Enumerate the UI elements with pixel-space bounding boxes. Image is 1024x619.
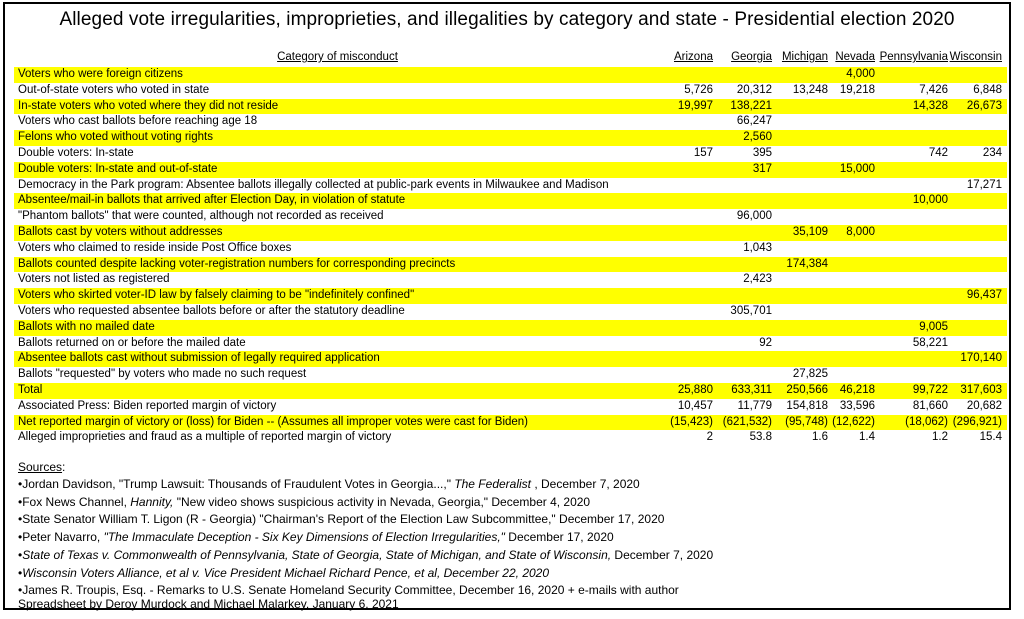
value-cell [948,241,1002,257]
table-row [14,336,1007,352]
value-cell [772,241,828,257]
value-cell: 35,109 [792,225,828,238]
value-cell [661,130,713,146]
table-row [14,351,1007,367]
value-cell [828,320,875,336]
source-item [18,494,713,512]
value-cell: 234 [982,146,1002,159]
value-cell [713,193,772,209]
value-cell [661,351,713,367]
source-text: State of Texas v. Commonwealth of Pennsylvania, State of Georgia, State of Michigan, and State of Wisconsin, [22,547,612,562]
value-cell: 2 [706,431,713,444]
value-cell [948,67,1002,83]
row-label: Voters who claimed to reside inside Post Office boxes [18,241,292,254]
value-cell: 174,384 [786,257,828,270]
table-row [14,225,1007,241]
bullet-icon: • [18,547,23,562]
value-cell: 58,221 [912,336,948,349]
value-cell [661,225,713,241]
value-cell: 66,247 [736,115,772,128]
value-cell: 9,005 [919,320,948,333]
row-label: Net reported margin of victory or (loss) for Biden -- (Assumes all improper votes were cast for Biden) [18,415,529,428]
table-row [14,272,1007,288]
value-cell [875,304,948,320]
value-cell: 19,997 [677,99,713,112]
credit-line: Spreadsheet by Deroy Murdock and Michael Malarkey, January 6, 2021 [18,597,399,611]
value-cell: 99,722 [912,383,948,396]
value-cell [828,130,875,146]
table-row [14,320,1007,336]
value-cell [875,130,948,146]
value-cell: 10,000 [912,194,948,207]
value-cell [772,67,828,83]
value-cell [828,304,875,320]
value-cell [661,209,713,225]
value-cell [661,320,713,336]
table-row [14,415,1007,431]
source-item [18,476,713,494]
source-item [18,529,713,547]
value-cell: (12,622) [832,415,875,428]
value-cell [948,114,1002,130]
value-cell: 53.8 [749,431,772,444]
bullet-icon: • [18,530,23,545]
table-row [14,209,1007,225]
column-header-nevada: Nevada [835,51,875,63]
row-label: Democracy in the Park program: Absentee ballots illegally collected at public-park events in Milwaukee and Madison [18,178,609,191]
row-label: Ballots "requested" by voters who made no such request [18,368,307,381]
value-cell: 96,000 [736,210,772,223]
row-label: Voters who were foreign citizens [18,68,183,80]
value-cell [661,288,713,304]
table-row [14,399,1007,415]
value-cell [828,99,875,115]
value-cell [772,99,828,115]
value-cell [828,257,875,273]
value-cell: 81,660 [912,399,948,412]
source-text: State Senator William T. Ligon (R - Georgia) "Chairman's Report of the Election Law Subcommittee," December 17, 2020 [22,512,665,527]
value-cell: 317 [752,162,772,175]
value-cell [948,320,1002,336]
value-cell: 25,880 [677,383,713,396]
value-cell: 305,701 [730,304,772,317]
value-cell [875,351,948,367]
value-cell [828,241,875,257]
value-cell [875,162,948,178]
value-cell [875,257,948,273]
row-label: Voters not listed as registered [18,273,170,286]
value-cell: 13,248 [792,83,828,96]
value-cell [772,320,828,336]
bullet-icon: • [18,477,23,491]
value-cell [713,351,772,367]
value-cell: 317,603 [960,383,1002,396]
row-label: Ballots with no mailed date [18,320,155,333]
bullet-icon: • [18,494,23,509]
value-cell: 11,779 [737,399,772,412]
value-cell [948,225,1002,241]
column-header-georgia: Georgia [731,51,772,63]
value-cell [875,114,948,130]
source-text: Wisconsin Voters Alliance, et al v. Vice President Michael Richard Pence, et al, December 22, 2020 [22,565,550,580]
source-item [18,565,713,583]
value-cell: 15,000 [839,162,875,175]
row-label: Felons who voted without voting rights [18,131,213,144]
value-cell: 4,000 [846,68,875,80]
value-cell [661,241,713,257]
row-label: Out-of-state voters who voted in state [18,83,210,96]
value-cell [713,320,772,336]
table-row [14,257,1007,273]
value-cell [713,67,772,83]
spreadsheet-frame [3,2,1011,610]
value-cell: 7,426 [919,83,948,96]
value-cell [828,146,875,162]
value-cell: 5,726 [684,83,713,96]
value-cell: 14,328 [912,99,948,112]
page-title: Alleged vote irregularities, improprieties, and illegalities by category and state - Presidential election 2020 [59,9,955,30]
column-header-category: Category of misconduct [277,51,398,63]
value-cell [772,288,828,304]
table-row [14,383,1007,399]
value-cell [661,272,713,288]
row-label: Ballots returned on or before the mailed date [18,336,246,349]
value-cell: 1.6 [812,431,828,444]
value-cell [772,193,828,209]
row-label: Voters who cast ballots before reaching age 18 [18,115,258,128]
source-text: Peter Navarro, [22,530,104,545]
value-cell [828,209,875,225]
value-cell [772,178,828,194]
value-cell [875,288,948,304]
value-cell [772,130,828,146]
value-cell [713,288,772,304]
table-row [14,130,1007,146]
value-cell: (15,423) [670,415,713,428]
value-cell [828,288,875,304]
value-cell [772,351,828,367]
source-text: James R. Troupis, Esq. - Remarks to U.S. Senate Homeland Security Committee, December 16, 2020 + e-mails with author [22,583,679,598]
row-label: Double voters: In-state and out-of-state [18,162,218,175]
row-label: Alleged improprieties and fraud as a multiple of reported margin of victory [18,431,392,444]
value-cell [875,367,948,383]
row-label: Associated Press: Biden reported margin of victory [18,399,277,412]
value-cell [713,367,772,383]
value-cell: 2,560 [743,131,772,144]
value-cell: 250,566 [786,383,828,396]
source-text: December 7, 2020 [611,547,714,562]
row-label: Total [18,383,43,396]
bullet-icon: • [18,583,23,598]
value-cell: (18,062) [905,415,948,428]
value-cell [828,178,875,194]
value-cell: 1.4 [859,431,875,444]
value-cell [828,272,875,288]
value-cell: 20,312 [736,83,772,96]
value-cell [948,272,1002,288]
table-row [14,367,1007,383]
source-text: Hannity, [130,494,174,509]
value-cell [828,336,875,352]
value-cell: 395 [752,146,772,159]
table-row [14,178,1007,194]
value-cell: 170,140 [960,352,1002,365]
value-cell: 10,457 [677,399,713,412]
value-cell: 6,848 [973,83,1002,96]
table-body [14,67,1007,446]
value-cell: 742 [928,146,948,159]
sources-heading: Sources: [18,460,66,474]
row-label: Ballots cast by voters without addresses [18,225,223,238]
row-label: In-state voters who voted where they did not reside [18,99,279,112]
value-cell [828,114,875,130]
value-cell: (296,921) [952,415,1002,428]
sources-section [18,459,713,600]
value-cell: 154,818 [786,399,828,412]
column-header-michigan: Michigan [781,51,828,63]
row-label: Ballots counted despite lacking voter-registration numbers for corresponding precincts [18,257,456,270]
value-cell [948,193,1002,209]
value-cell [772,336,828,352]
value-cell: 96,437 [966,289,1002,302]
value-cell [661,257,713,273]
value-cell: 33,596 [839,399,875,412]
value-cell [713,225,772,241]
value-cell [772,272,828,288]
value-cell: 138,221 [730,99,772,112]
value-cell [948,162,1002,178]
source-text: "New video shows suspicious activity in Nevada, Georgia," December 4, 2020 [173,494,591,509]
value-cell: 20,682 [966,399,1002,412]
table-row [14,304,1007,320]
column-header-arizona: Arizona [674,51,713,63]
value-cell [772,209,828,225]
value-cell: 8,000 [846,225,875,238]
value-cell: 633,311 [731,383,772,396]
value-cell [661,193,713,209]
value-cell [661,114,713,130]
value-cell [661,304,713,320]
table-row [14,146,1007,162]
value-cell: 1,043 [743,241,772,254]
value-cell [875,178,948,194]
value-cell: 17,271 [966,178,1002,191]
value-cell: 27,825 [792,368,828,381]
bullet-icon: • [18,512,23,527]
source-text: "The Immaculate Deception - Six Key Dimensions of Election Irregularities," [103,530,505,545]
source-text: The Federalist [454,477,531,491]
value-cell [875,272,948,288]
value-cell [772,146,828,162]
value-cell [828,351,875,367]
value-cell: 1.2 [932,431,948,444]
table-row [14,67,1007,83]
value-cell: 19,218 [839,83,875,96]
value-cell: 92 [759,336,772,349]
table-row [14,193,1007,209]
value-cell: 157 [693,146,713,159]
source-text: Jordan Davidson, "Trump Lawsuit: Thousands of Fraudulent Votes in Georgia...," [22,477,455,491]
source-item [18,511,713,529]
sources-list [18,476,713,600]
table-row [14,99,1007,115]
table-row [14,114,1007,130]
value-cell [948,257,1002,273]
value-cell [772,114,828,130]
row-label: Absentee ballots cast without submission of legally required application [18,352,380,365]
source-text: Fox News Channel, [22,494,131,509]
table-row [14,241,1007,257]
value-cell [948,336,1002,352]
value-cell [661,178,713,194]
value-cell [661,162,713,178]
value-cell [713,178,772,194]
value-cell [772,162,828,178]
value-cell: 2,423 [743,273,772,286]
value-cell [948,367,1002,383]
row-label: "Phantom ballots" that were counted, although not recorded as received [18,210,384,223]
value-cell [875,241,948,257]
column-header-pennsylvania: Pennsylvania [879,51,948,63]
row-label: Voters who skirted voter-ID law by falsely claiming to be "indefinitely confined" [18,289,415,302]
table-header-row [14,49,1007,66]
value-cell [948,209,1002,225]
bullet-icon: • [18,565,23,580]
row-label: Double voters: In-state [18,146,134,159]
row-label: Voters who requested absentee ballots before or after the statutory deadline [18,304,405,317]
value-cell [828,367,875,383]
column-header-wisconsin: Wisconsin [949,51,1002,63]
value-cell [661,67,713,83]
row-label: Absentee/mail-in ballots that arrived after Election Day, in violation of statute [18,194,406,207]
value-cell [661,336,713,352]
value-cell: (621,532) [722,415,772,428]
value-cell [661,367,713,383]
value-cell [875,225,948,241]
table-row [14,83,1007,99]
value-cell [948,130,1002,146]
value-cell [875,209,948,225]
value-cell [875,67,948,83]
value-cell: 26,673 [966,99,1002,112]
source-text: , December 7, 2020 [531,477,640,491]
value-cell: 46,218 [839,383,875,396]
value-cell [948,304,1002,320]
value-cell [828,193,875,209]
value-cell: 15.4 [979,431,1002,444]
table-row [14,288,1007,304]
table-row [14,430,1007,446]
source-item [18,547,713,565]
value-cell [772,304,828,320]
value-cell: (95,748) [785,415,828,428]
table-row [14,162,1007,178]
value-cell [713,257,772,273]
source-text: December 17, 2020 [504,530,614,545]
